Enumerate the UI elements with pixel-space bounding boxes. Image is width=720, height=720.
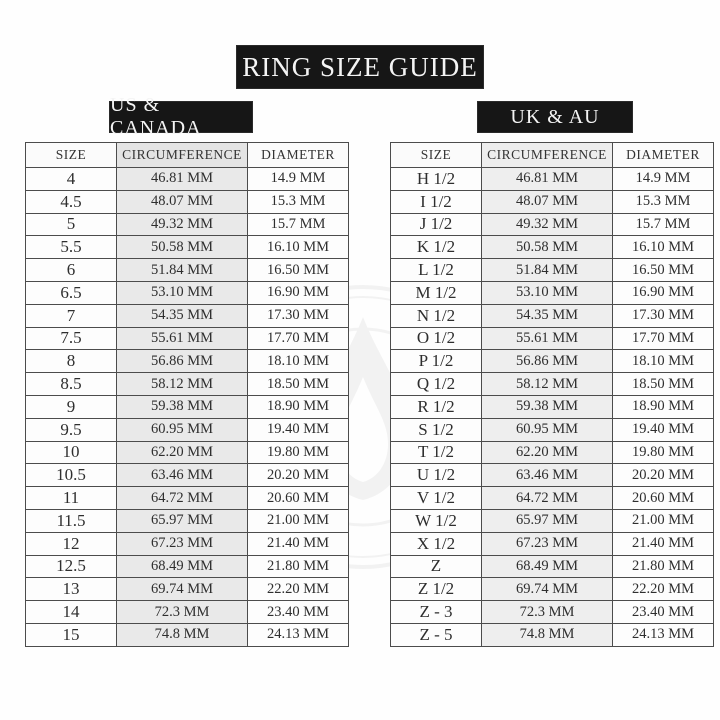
diameter-cell: 20.60 MM bbox=[613, 487, 714, 510]
diameter-cell: 15.3 MM bbox=[613, 190, 714, 213]
diameter-cell: 16.90 MM bbox=[248, 281, 349, 304]
diameter-cell: 15.7 MM bbox=[248, 213, 349, 236]
size-cell: 5 bbox=[26, 213, 117, 236]
diameter-cell: 17.30 MM bbox=[613, 304, 714, 327]
region-banner-us-canada: US & CANADA bbox=[110, 102, 252, 132]
circumference-cell: 65.97 MM bbox=[117, 509, 248, 532]
size-cell: 4 bbox=[26, 168, 117, 191]
us-canada-size-table bbox=[25, 142, 349, 647]
table-row bbox=[391, 168, 714, 191]
size-cell: 5.5 bbox=[26, 236, 117, 259]
page-title: RING SIZE GUIDE bbox=[237, 46, 483, 88]
table-row bbox=[26, 236, 349, 259]
circumference-cell: 63.46 MM bbox=[482, 464, 613, 487]
size-cell: 12 bbox=[26, 532, 117, 555]
diameter-cell: 21.00 MM bbox=[613, 509, 714, 532]
table-row bbox=[391, 509, 714, 532]
circumference-cell: 59.38 MM bbox=[482, 395, 613, 418]
size-cell: 11.5 bbox=[26, 509, 117, 532]
diameter-cell: 21.00 MM bbox=[248, 509, 349, 532]
size-cell: W 1/2 bbox=[391, 509, 482, 532]
size-cell: 6 bbox=[26, 259, 117, 282]
uk-au-table-header bbox=[391, 143, 714, 168]
diameter-cell: 18.10 MM bbox=[248, 350, 349, 373]
table-row bbox=[26, 190, 349, 213]
size-cell: 15 bbox=[26, 623, 117, 646]
table-row bbox=[391, 487, 714, 510]
table-row bbox=[391, 373, 714, 396]
circumference-column-header: CIRCUMFERENCE bbox=[482, 143, 613, 168]
size-cell: H 1/2 bbox=[391, 168, 482, 191]
table-row bbox=[391, 555, 714, 578]
size-cell: 10 bbox=[26, 441, 117, 464]
size-cell: 9.5 bbox=[26, 418, 117, 441]
header-row bbox=[26, 143, 349, 168]
diameter-cell: 18.10 MM bbox=[613, 350, 714, 373]
circumference-cell: 67.23 MM bbox=[117, 532, 248, 555]
size-cell: N 1/2 bbox=[391, 304, 482, 327]
table-row bbox=[26, 441, 349, 464]
diameter-cell: 20.20 MM bbox=[248, 464, 349, 487]
size-cell: Z 1/2 bbox=[391, 578, 482, 601]
diameter-cell: 21.40 MM bbox=[248, 532, 349, 555]
circumference-cell: 53.10 MM bbox=[482, 281, 613, 304]
diameter-cell: 18.50 MM bbox=[613, 373, 714, 396]
circumference-cell: 54.35 MM bbox=[482, 304, 613, 327]
circumference-column-header: CIRCUMFERENCE bbox=[117, 143, 248, 168]
size-cell: 12.5 bbox=[26, 555, 117, 578]
diameter-cell: 19.80 MM bbox=[613, 441, 714, 464]
circumference-cell: 51.84 MM bbox=[482, 259, 613, 282]
size-cell: M 1/2 bbox=[391, 281, 482, 304]
table-row bbox=[26, 487, 349, 510]
diameter-cell: 23.40 MM bbox=[613, 601, 714, 624]
size-cell: 4.5 bbox=[26, 190, 117, 213]
size-cell: R 1/2 bbox=[391, 395, 482, 418]
diameter-cell: 18.90 MM bbox=[248, 395, 349, 418]
circumference-cell: 56.86 MM bbox=[482, 350, 613, 373]
size-cell: 8.5 bbox=[26, 373, 117, 396]
size-cell: 8 bbox=[26, 350, 117, 373]
size-cell: I 1/2 bbox=[391, 190, 482, 213]
diameter-cell: 14.9 MM bbox=[248, 168, 349, 191]
size-cell: 6.5 bbox=[26, 281, 117, 304]
circumference-cell: 48.07 MM bbox=[482, 190, 613, 213]
diameter-cell: 16.90 MM bbox=[613, 281, 714, 304]
size-cell: J 1/2 bbox=[391, 213, 482, 236]
diameter-cell: 19.80 MM bbox=[248, 441, 349, 464]
diameter-cell: 19.40 MM bbox=[613, 418, 714, 441]
diameter-column-header: DIAMETER bbox=[248, 143, 349, 168]
circumference-cell: 62.20 MM bbox=[117, 441, 248, 464]
table-row bbox=[391, 259, 714, 282]
circumference-cell: 64.72 MM bbox=[482, 487, 613, 510]
size-cell: Q 1/2 bbox=[391, 373, 482, 396]
table-row bbox=[391, 213, 714, 236]
diameter-cell: 22.20 MM bbox=[613, 578, 714, 601]
table-row bbox=[391, 441, 714, 464]
circumference-cell: 72.3 MM bbox=[117, 601, 248, 624]
table-row bbox=[26, 373, 349, 396]
size-cell: 14 bbox=[26, 601, 117, 624]
diameter-cell: 21.40 MM bbox=[613, 532, 714, 555]
size-cell: T 1/2 bbox=[391, 441, 482, 464]
circumference-cell: 74.8 MM bbox=[482, 623, 613, 646]
circumference-cell: 69.74 MM bbox=[117, 578, 248, 601]
size-cell: Z bbox=[391, 555, 482, 578]
table-row bbox=[391, 350, 714, 373]
circumference-cell: 55.61 MM bbox=[117, 327, 248, 350]
table-row bbox=[391, 327, 714, 350]
table-row bbox=[391, 236, 714, 259]
circumference-cell: 56.86 MM bbox=[117, 350, 248, 373]
table-row bbox=[391, 304, 714, 327]
table-row bbox=[26, 464, 349, 487]
table-row bbox=[26, 327, 349, 350]
circumference-cell: 46.81 MM bbox=[117, 168, 248, 191]
circumference-cell: 69.74 MM bbox=[482, 578, 613, 601]
table-row bbox=[26, 418, 349, 441]
diameter-cell: 23.40 MM bbox=[248, 601, 349, 624]
size-cell: Z - 5 bbox=[391, 623, 482, 646]
circumference-cell: 59.38 MM bbox=[117, 395, 248, 418]
table-row bbox=[391, 395, 714, 418]
table-row bbox=[26, 259, 349, 282]
diameter-cell: 16.50 MM bbox=[248, 259, 349, 282]
circumference-cell: 55.61 MM bbox=[482, 327, 613, 350]
diameter-cell: 24.13 MM bbox=[613, 623, 714, 646]
circumference-cell: 48.07 MM bbox=[117, 190, 248, 213]
circumference-cell: 58.12 MM bbox=[117, 373, 248, 396]
diameter-cell: 17.70 MM bbox=[248, 327, 349, 350]
circumference-cell: 50.58 MM bbox=[482, 236, 613, 259]
us-canada-table-header bbox=[26, 143, 349, 168]
circumference-cell: 46.81 MM bbox=[482, 168, 613, 191]
circumference-cell: 58.12 MM bbox=[482, 373, 613, 396]
size-cell: 9 bbox=[26, 395, 117, 418]
table-row bbox=[26, 213, 349, 236]
diameter-cell: 16.10 MM bbox=[248, 236, 349, 259]
diameter-cell: 22.20 MM bbox=[248, 578, 349, 601]
diameter-cell: 16.10 MM bbox=[613, 236, 714, 259]
table-row bbox=[391, 190, 714, 213]
circumference-cell: 72.3 MM bbox=[482, 601, 613, 624]
size-cell: 11 bbox=[26, 487, 117, 510]
table-row bbox=[26, 395, 349, 418]
diameter-cell: 14.9 MM bbox=[613, 168, 714, 191]
diameter-column-header: DIAMETER bbox=[613, 143, 714, 168]
circumference-cell: 63.46 MM bbox=[117, 464, 248, 487]
circumference-cell: 49.32 MM bbox=[482, 213, 613, 236]
size-cell: 13 bbox=[26, 578, 117, 601]
table-row bbox=[26, 623, 349, 646]
circumference-cell: 50.58 MM bbox=[117, 236, 248, 259]
diameter-cell: 17.70 MM bbox=[613, 327, 714, 350]
table-row bbox=[391, 281, 714, 304]
size-cell: 7 bbox=[26, 304, 117, 327]
circumference-cell: 53.10 MM bbox=[117, 281, 248, 304]
circumference-cell: 54.35 MM bbox=[117, 304, 248, 327]
circumference-cell: 62.20 MM bbox=[482, 441, 613, 464]
size-cell: Z - 3 bbox=[391, 601, 482, 624]
circumference-cell: 51.84 MM bbox=[117, 259, 248, 282]
table-row bbox=[26, 578, 349, 601]
size-cell: X 1/2 bbox=[391, 532, 482, 555]
size-cell: 7.5 bbox=[26, 327, 117, 350]
diameter-cell: 15.7 MM bbox=[613, 213, 714, 236]
size-column-header: SIZE bbox=[26, 143, 117, 168]
size-cell: 10.5 bbox=[26, 464, 117, 487]
region-banner-uk-au: UK & AU bbox=[478, 102, 632, 132]
circumference-cell: 74.8 MM bbox=[117, 623, 248, 646]
size-column-header: SIZE bbox=[391, 143, 482, 168]
circumference-cell: 64.72 MM bbox=[117, 487, 248, 510]
table-row bbox=[26, 168, 349, 191]
table-row bbox=[391, 532, 714, 555]
diameter-cell: 20.20 MM bbox=[613, 464, 714, 487]
size-cell: K 1/2 bbox=[391, 236, 482, 259]
table-row bbox=[391, 464, 714, 487]
table-row bbox=[391, 601, 714, 624]
diameter-cell: 16.50 MM bbox=[613, 259, 714, 282]
diameter-cell: 20.60 MM bbox=[248, 487, 349, 510]
circumference-cell: 68.49 MM bbox=[482, 555, 613, 578]
circumference-cell: 68.49 MM bbox=[117, 555, 248, 578]
diameter-cell: 15.3 MM bbox=[248, 190, 349, 213]
table-row bbox=[26, 304, 349, 327]
diameter-cell: 19.40 MM bbox=[248, 418, 349, 441]
table-row bbox=[26, 509, 349, 532]
size-cell: S 1/2 bbox=[391, 418, 482, 441]
size-cell: O 1/2 bbox=[391, 327, 482, 350]
circumference-cell: 67.23 MM bbox=[482, 532, 613, 555]
size-cell: U 1/2 bbox=[391, 464, 482, 487]
uk-au-size-table bbox=[390, 142, 714, 647]
table-row bbox=[391, 418, 714, 441]
diameter-cell: 18.50 MM bbox=[248, 373, 349, 396]
circumference-cell: 60.95 MM bbox=[482, 418, 613, 441]
circumference-cell: 49.32 MM bbox=[117, 213, 248, 236]
table-row bbox=[26, 601, 349, 624]
table-row bbox=[391, 578, 714, 601]
table-row bbox=[26, 281, 349, 304]
table-row bbox=[26, 555, 349, 578]
diameter-cell: 17.30 MM bbox=[248, 304, 349, 327]
diameter-cell: 24.13 MM bbox=[248, 623, 349, 646]
size-cell: V 1/2 bbox=[391, 487, 482, 510]
header-row bbox=[391, 143, 714, 168]
diameter-cell: 21.80 MM bbox=[248, 555, 349, 578]
diameter-cell: 18.90 MM bbox=[613, 395, 714, 418]
size-cell: L 1/2 bbox=[391, 259, 482, 282]
table-row bbox=[391, 623, 714, 646]
diameter-cell: 21.80 MM bbox=[613, 555, 714, 578]
circumference-cell: 65.97 MM bbox=[482, 509, 613, 532]
table-row bbox=[26, 532, 349, 555]
table-row bbox=[26, 350, 349, 373]
size-cell: P 1/2 bbox=[391, 350, 482, 373]
circumference-cell: 60.95 MM bbox=[117, 418, 248, 441]
